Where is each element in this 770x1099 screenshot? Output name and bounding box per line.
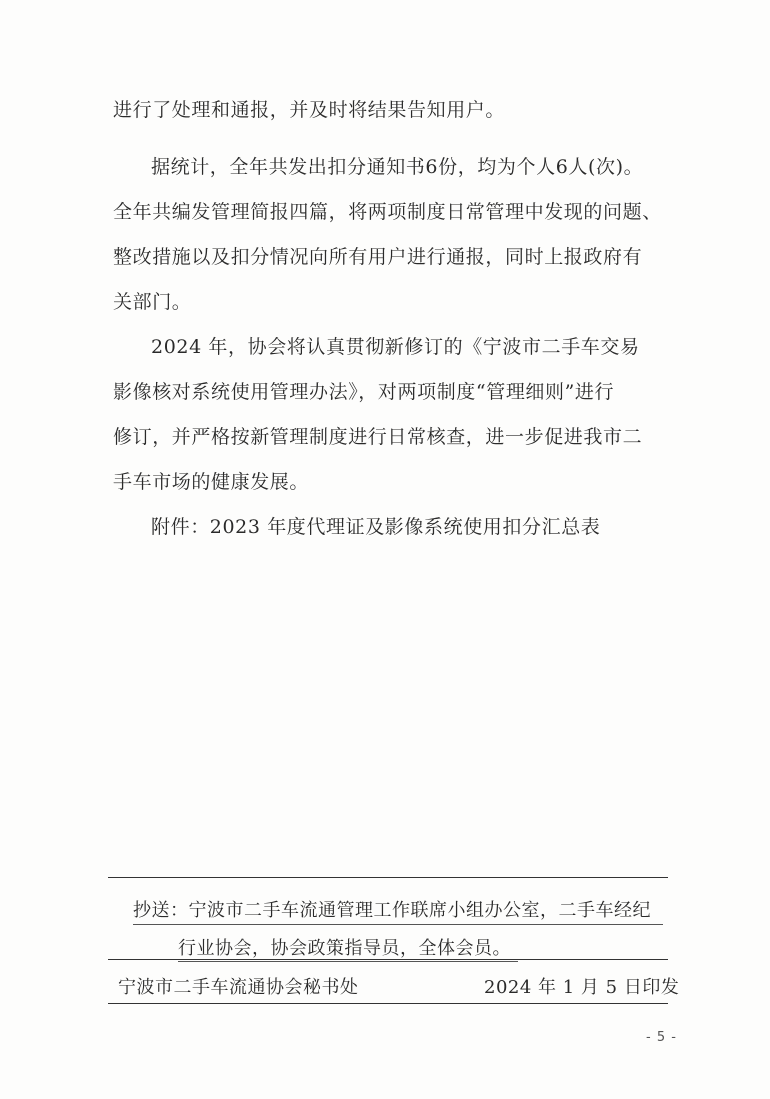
cc-line-1: 抄送：宁波市二手车流通管理工作联席小组办公室，二手车经纪 (133, 900, 651, 921)
body-text (113, 88, 673, 550)
issuer-name: 宁波市二手车流通协会秘书处 (118, 977, 359, 998)
footer-middle-rule (108, 959, 668, 960)
paragraph-1-line-1: 进行了处理和通报，并及时将结果告知用户。 (113, 99, 506, 121)
page-number: - 5 - (646, 1030, 677, 1045)
cc-underline-2 (178, 961, 518, 962)
footer-top-rule (108, 877, 668, 878)
paragraph-3-line-2: 影像核对系统使用管理办法》，对两项制度“管理细则”进行 (113, 381, 615, 403)
paragraph-2-line-1: 据统计，全年共发出扣分通知书6份，均为个人6人(次)。 (151, 156, 644, 178)
attachment-line: 附件：2023 年度代理证及影像系统使用扣分汇总表 (151, 516, 601, 538)
paragraph-3-line-3: 修订，并严格按新管理制度进行日常核查，进一步促进我市二 (113, 426, 643, 448)
paragraph-3-line-1: 2024 年，协会将认真贯彻新修订的《宁波市二手车交易 (151, 336, 640, 358)
paragraph-2-line-2: 全年共编发管理简报四篇，将两项制度日常管理中发现的问题、 (113, 201, 662, 223)
paragraph-2-line-3: 整改措施以及扣分情况向所有用户进行通报，同时上报政府有 (113, 246, 643, 268)
cc-line-2: 行业协会，协会政策指导员，全体会员。 (178, 938, 511, 959)
issue-date: 2024 年 1 月 5 日印发 (484, 977, 680, 998)
paragraph-3-line-4: 手车市场的健康发展。 (113, 471, 310, 493)
cc-underline-1 (133, 924, 663, 925)
footer-bottom-rule (108, 1003, 668, 1004)
paragraph-2-line-4: 关部门。 (113, 291, 192, 313)
